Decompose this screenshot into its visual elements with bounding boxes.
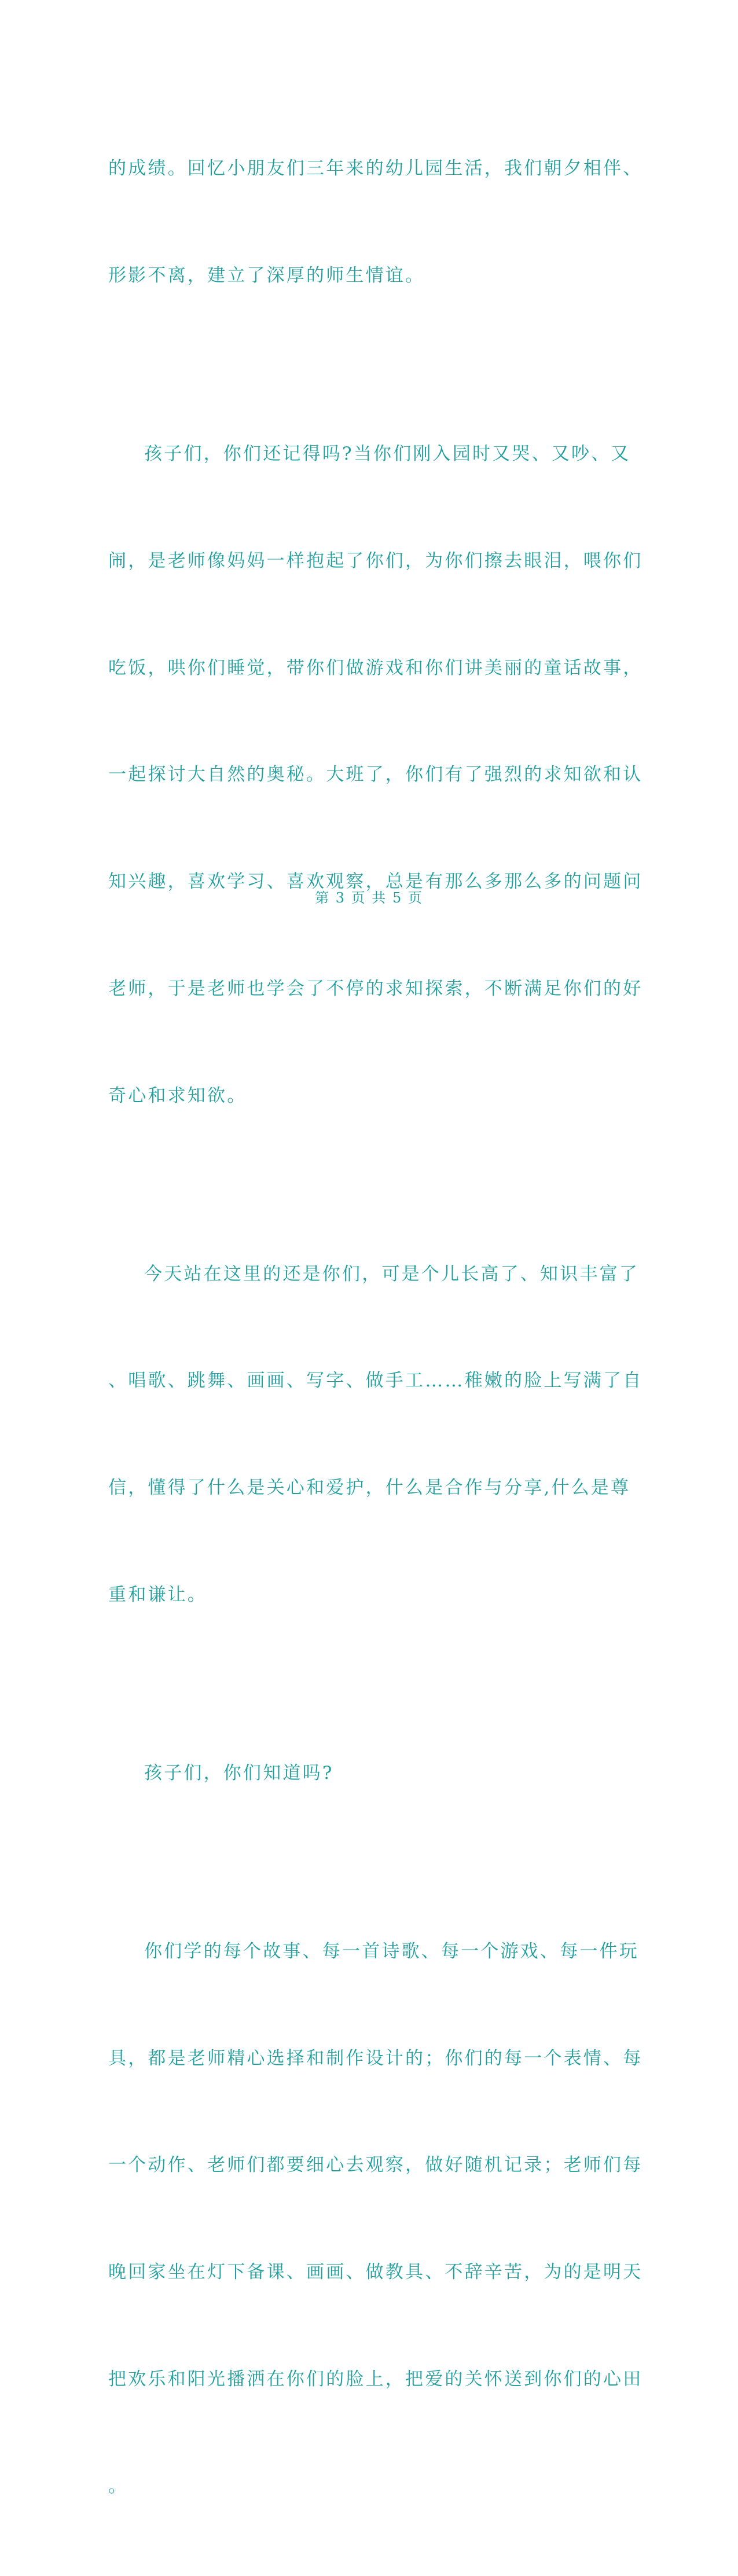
text-line: 、唱歌、跳舞、画画、写字、做手工……稚嫩的脸上写满了自 xyxy=(108,1370,643,1392)
text-line: 孩子们，你们还记得吗?当你们刚入园时又哭、又吵、又 xyxy=(144,443,631,464)
text-line: 一起探讨大自然的奥秘。大班了，你们有了强烈的求知欲和认 xyxy=(108,764,643,786)
text-line: 你们学的每个故事、每一首诗歌、每一个游戏、每一件玩 xyxy=(144,1940,639,1962)
text-line: 。 xyxy=(108,2475,128,2497)
text-line: 一个动作、老师们都要细心去观察，做好随机记录；老师们每 xyxy=(108,2155,643,2176)
text-line: 闹，是老师像妈妈一样抱起了你们，为你们擦去眼泪，喂你们 xyxy=(108,550,643,571)
text-line: 知兴趣，喜欢学习、喜欢观察，总是有那么多那么多的问题问 xyxy=(108,871,643,893)
text-line: 把欢乐和阳光播洒在你们的脸上，把爱的关怀送到你们的心田 xyxy=(108,2369,643,2390)
paragraph-5 xyxy=(108,1863,643,2576)
paragraph-2 xyxy=(108,365,643,1186)
page-number-footer: 第 3 页 共 5 页 xyxy=(315,890,423,906)
paragraph-1 xyxy=(108,80,643,365)
text-line: 奇心和求知欲。 xyxy=(108,1085,247,1106)
text-line: 吃饭，哄你们睡觉，带你们做游戏和你们讲美丽的童话故事， xyxy=(108,657,643,678)
text-line: 的成绩。回忆小朋友们三年来的幼儿园生活，我们朝夕相伴、 xyxy=(108,158,643,179)
text-line: 老师，于是老师也学会了不停的求知探索，不断满足你们的好 xyxy=(108,978,643,999)
text-line: 具，都是老师精心选择和制作设计的；你们的每一个表情、每 xyxy=(108,2047,643,2069)
text-line: 孩子们，你们知道吗? xyxy=(144,1762,334,1784)
text-line: 信，懂得了什么是关心和爱护，什么是合作与分享,什么是尊 xyxy=(108,1477,631,1499)
text-line: 形影不离，建立了深厚的师生情谊。 xyxy=(108,265,425,286)
text-line: 今天站在这里的还是你们，可是个儿长高了、知识丰富了 xyxy=(144,1263,639,1285)
document-body xyxy=(108,80,643,2576)
text-line: 晚回家坐在灯下备课、画画、做教具、不辞辛苦，为的是明天 xyxy=(108,2262,643,2283)
text-line: 重和谦让。 xyxy=(108,1584,207,1605)
paragraph-3 xyxy=(108,1185,643,1684)
paragraph-4 xyxy=(108,1685,629,1863)
